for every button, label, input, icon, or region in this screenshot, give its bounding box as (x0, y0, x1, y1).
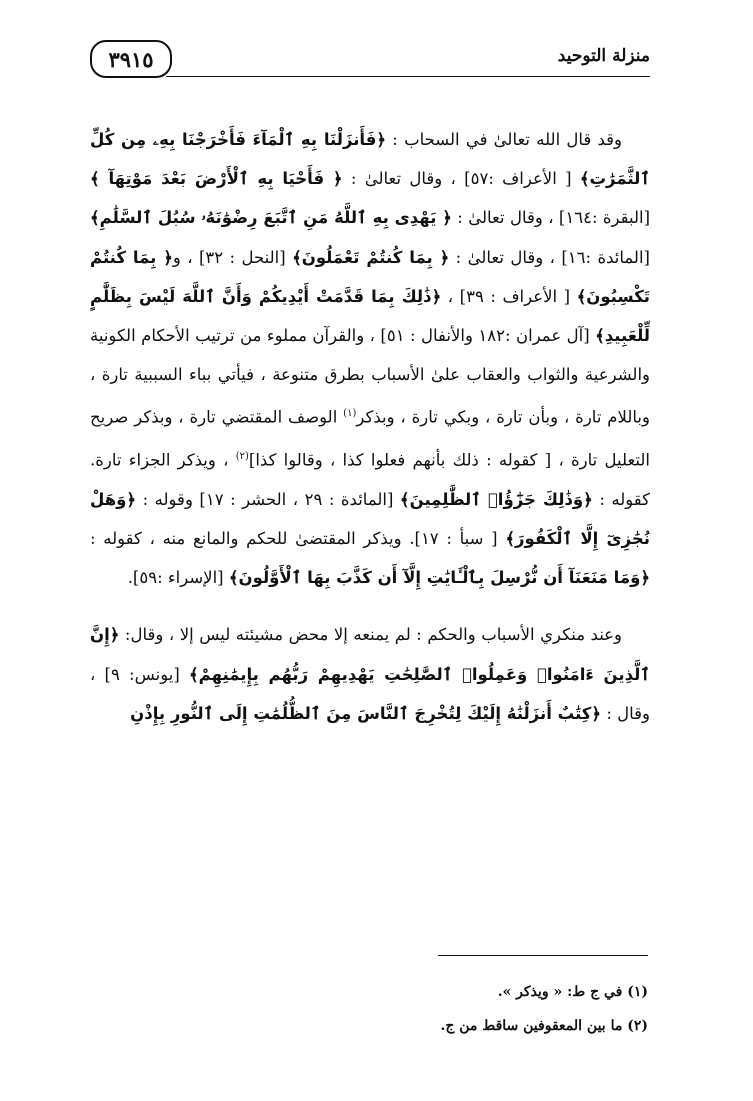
header-rule (166, 76, 650, 77)
text-segment: [ سبأ : ١٧]. ويذكر المقتضىٰ للحكم والمانع منه ، كقوله : (90, 529, 506, 549)
quran-verse: ﴿وَهَلْ نُجَٰزِىٓ إِلَّا ٱلْكَفُورَ﴾ (90, 489, 650, 549)
quran-verse: ﴿ بِمَا كُنتُمْ تَكْسِبُونَ﴾ (90, 247, 650, 306)
footnote-1: (١) في ج ط: « ويذكر ». (497, 984, 648, 1000)
text-segment: [البقرة :١٦٤] ، وقال تعالىٰ : (451, 208, 651, 228)
text-segment: وقد قال الله تعالىٰ في السحاب : (386, 130, 622, 149)
text-segment: [ الأعراف :٥٧] ، وقال تعالىٰ : (342, 169, 580, 189)
page-header (90, 40, 650, 88)
text-segment: وعند منكري الأسباب والحكم : لم يمنعه إلا محض مشيئته ليس إلا ، وقال: (119, 625, 622, 645)
text-segment: [الإسراء :٥٩]. (127, 568, 229, 588)
footnotes (108, 975, 648, 1043)
footnote-marker: (١) (343, 408, 357, 420)
quran-verse: ﴿كِتَٰبٌ أَنزَلْنَٰهُ إِلَيْكَ لِتُخْرِجَ ٱلنَّاسَ مِنَ ٱلظُّلُمَٰتِ إِلَى ٱلنُّورِ بِإِذْنِ (130, 703, 602, 723)
quran-verse: ﴿وَذَٰلِكَ جَزَٰٓؤُا۟ ٱلظَّٰلِمِينَ﴾ (399, 489, 593, 509)
quran-verse: ﴿فَأَنزَلْنَا بِهِ ٱلْمَآءَ فَأَخْرَجْنَا بِهِۦ مِن كُلِّ ٱلثَّمَرَٰتِ﴾ (90, 130, 650, 189)
footnote-marker: (٢) (235, 451, 249, 463)
quran-verse: ﴿ذَٰلِكَ بِمَا قَدَّمَتْ أَيْدِيكُمْ وَأَنَّ ٱللَّهَ لَيْسَ بِظَلَّٰمٍ لِّلْعَبِيدِ﴾ (90, 286, 651, 346)
quran-verse: ﴿ فَأَحْيَا بِهِ ٱلْأَرْضَ بَعْدَ مَوْتِهَآ ﴾ (90, 169, 343, 189)
quran-verse: ﴿إِنَّ ٱلَّذِينَ ءَامَنُوا۟ وَعَمِلُوا۟ ٱلصَّٰلِحَٰتِ يَهْدِيهِمْ رَبُّهُم بِإِيمَٰنِهِمْ﴾ (90, 625, 650, 684)
paragraph (90, 615, 650, 733)
text-segment: [المائدة :١٦] ، وقال تعالىٰ : (449, 247, 650, 267)
main-text (90, 120, 650, 733)
footnote-2: (٢) ما بين المعقوفين ساقط من ج. (440, 1018, 648, 1034)
quran-verse: ﴿ بِمَا كُنتُمْ تَعْمَلُونَ﴾ (292, 247, 450, 267)
quran-verse: ﴿ يَهْدِى بِهِ ٱللَّهُ مَنِ ٱتَّبَعَ رِضْوَٰنَهُۥ سُبُلَ ٱلسَّلَٰمِ﴾ (90, 208, 452, 228)
text-segment: الوصف المقتضي تارة ، وبذكر صريح التعليل تارة ، [ كقوله : ذلك بأنهم فعلوا كذا ، وقالوا كذا] (90, 407, 651, 470)
footnote-separator (438, 955, 648, 956)
text-segment: [النحل : ٣٢] ، و (172, 247, 293, 267)
text-segment: [ الأعراف : ٣٩] ، (441, 286, 577, 306)
paragraph (90, 120, 650, 597)
text-segment: [المائدة : ٢٩ ، الحشر : ١٧] وقوله : (136, 489, 400, 509)
text-segment: ، ويذكر الجزاء تارة. كقوله : (90, 450, 651, 509)
quran-verse: ﴿وَمَا مَنَعَنَآ أَن نُّرْسِلَ بِٱلْـَٔايَٰتِ إِلَّآ أَن كَذَّبَ بِهَا ٱلْأَوَّلُونَ﴾ (228, 568, 650, 588)
text-segment: [آل عمران :١٨٢ والأنفال : ٥١] ، والقرآن مملوء من ترتيب الأحكام الكونية والشرعية والثواب والعقاب علىٰ الأسباب بطرق متنوعة ، فيأتي بباء السببية تارة ، وباللام تارة ، وبأن تارة ، وبكي تارة ، وبذكر (90, 326, 650, 427)
text-segment: [يونس: ٩] ، وقال : (90, 664, 650, 723)
page-number: ٣٩١٥ (90, 40, 172, 78)
running-title: منزلة التوحيد (557, 46, 650, 66)
